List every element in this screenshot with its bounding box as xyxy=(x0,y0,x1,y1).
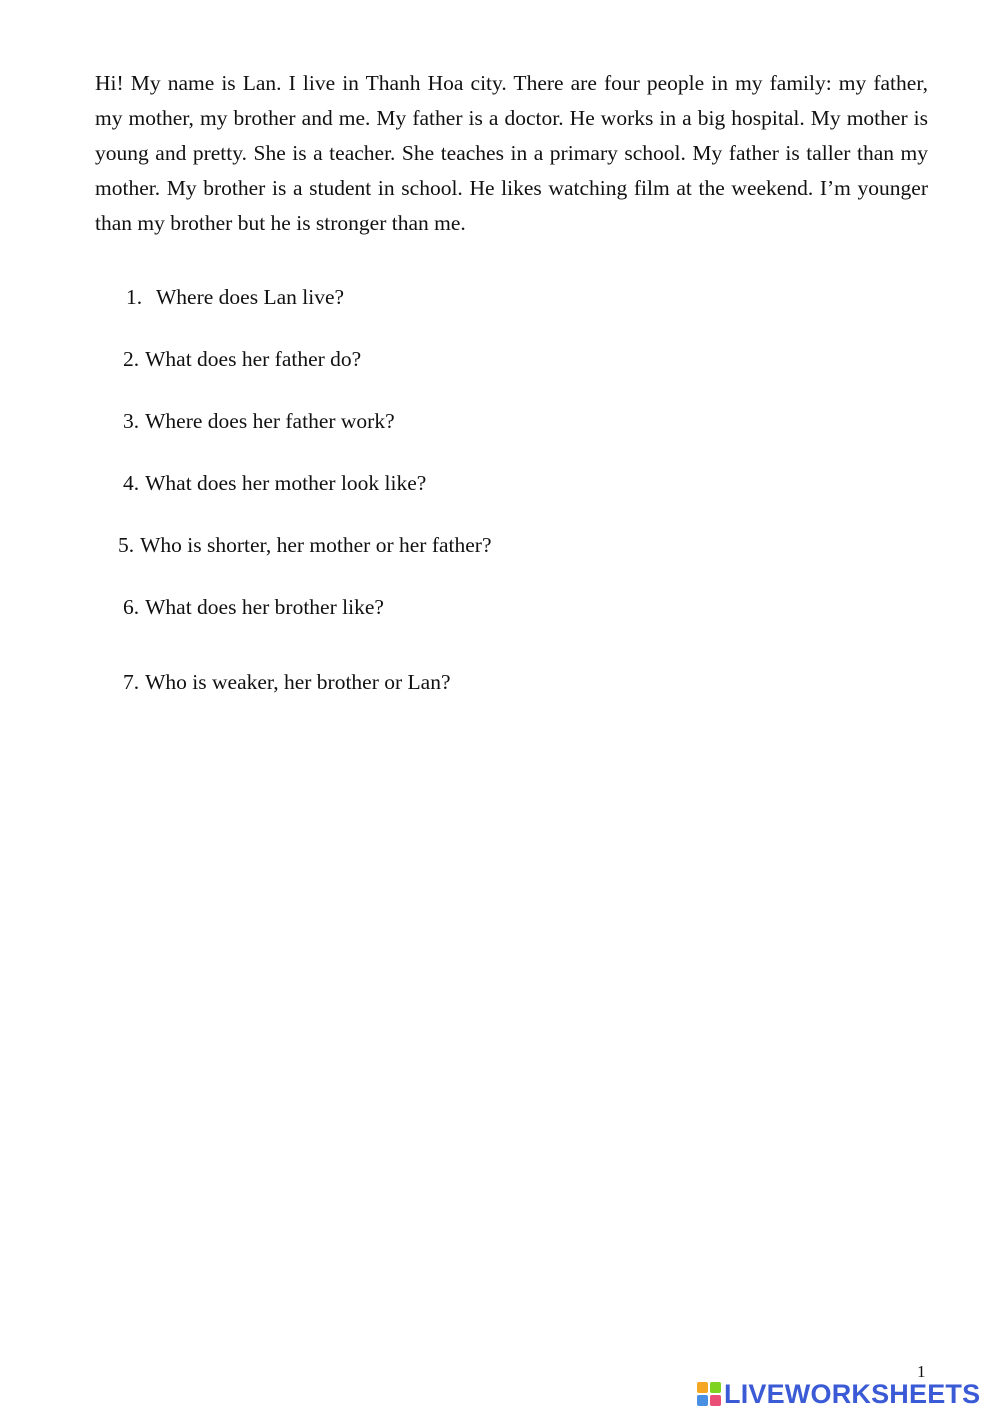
question-number: 3. xyxy=(123,409,140,433)
question-text: Where does her father work? xyxy=(145,409,395,433)
question-text: What does her brother like? xyxy=(145,595,384,619)
question-item xyxy=(123,592,384,622)
question-number: 2. xyxy=(123,347,140,371)
page-number: 1 xyxy=(917,1362,926,1381)
logo-square-icon xyxy=(697,1382,708,1393)
question-text: What does her father do? xyxy=(145,347,362,371)
liveworksheets-watermark xyxy=(697,1378,980,1410)
logo-square-icon xyxy=(697,1395,708,1406)
question-text: Who is shorter, her mother or her father? xyxy=(140,533,492,557)
question-text: What does her mother look like? xyxy=(145,471,427,495)
question-number: 4. xyxy=(123,471,140,495)
question-item xyxy=(123,344,361,374)
question-number: 5. xyxy=(118,533,135,557)
logo-square-icon xyxy=(710,1382,721,1393)
liveworksheets-logo-icon xyxy=(697,1382,721,1406)
question-number: 6. xyxy=(123,595,140,619)
question-item xyxy=(123,468,426,498)
question-item xyxy=(126,282,344,312)
question-item xyxy=(118,530,491,560)
question-number: 1. xyxy=(126,285,143,309)
reading-passage: Hi! My name is Lan. I live in Thanh Hoa city. There are four people in my family: my father, my mother, my brother and me. My father is a doctor. He works in a big hospital. My mother is young and pretty. She is a teacher. She teaches in a primary school. My father is taller than my mother. My brother is a student in school. He likes watching film at the weekend. I’m younger than my brother but he is stronger than me. xyxy=(95,71,928,235)
brand-name: LIVEWORKSHEETS xyxy=(724,1379,981,1409)
question-number: 7. xyxy=(123,670,140,694)
question-item xyxy=(123,406,395,436)
question-item xyxy=(123,667,451,697)
question-text: Who is weaker, her brother or Lan? xyxy=(145,670,451,694)
logo-square-icon xyxy=(710,1395,721,1406)
question-text: Where does Lan live? xyxy=(156,285,345,309)
